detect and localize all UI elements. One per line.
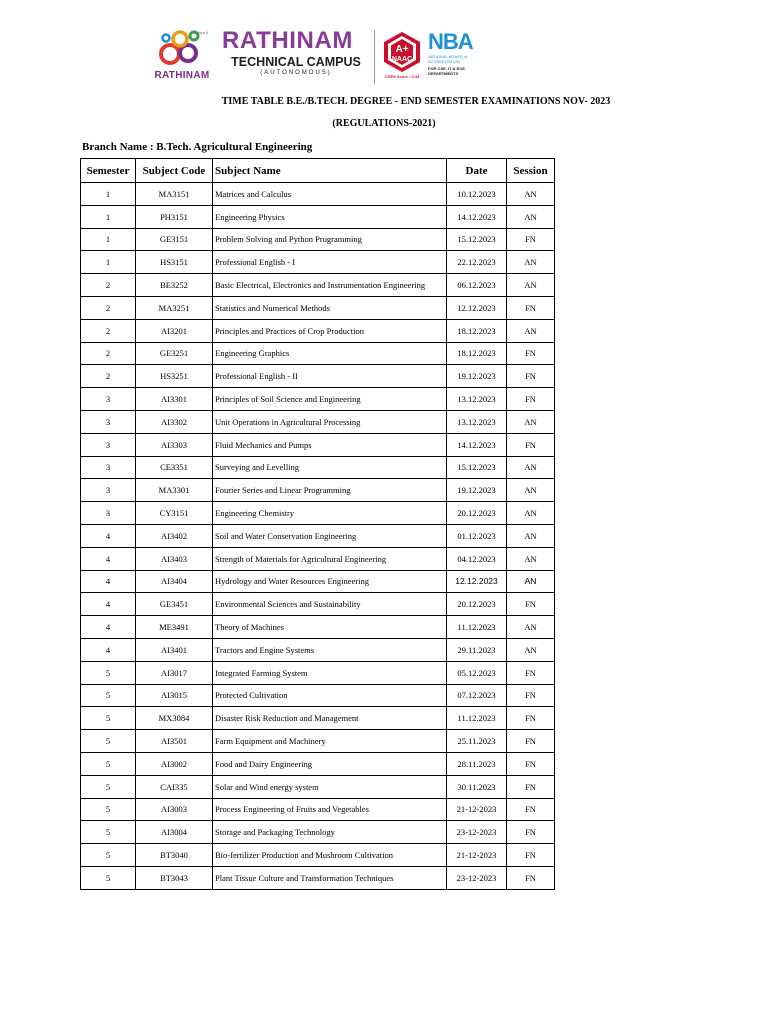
cell-semester: 3 (81, 388, 136, 411)
cell-semester: 3 (81, 502, 136, 525)
table-row (81, 866, 555, 889)
table-row (81, 502, 555, 525)
table-row (81, 524, 555, 547)
cell-session: FN (507, 388, 555, 411)
cell-subject-code: AI3301 (136, 388, 213, 411)
naac-badge (380, 30, 424, 88)
naac-seal-icon (380, 30, 424, 74)
cell-semester: 5 (81, 775, 136, 798)
cell-session: FN (507, 296, 555, 319)
cell-session: FN (507, 365, 555, 388)
cell-subject-name: Principles of Soil Science and Engineering (213, 388, 447, 411)
header-session: Session (507, 159, 555, 183)
cell-date: 21-12-2023 (447, 844, 507, 867)
naac-score: CGPA Score : 3.43 (384, 74, 420, 79)
table-row (81, 456, 555, 479)
cell-session: FN (507, 798, 555, 821)
cell-subject-name: Environmental Sciences and Sustainability (213, 593, 447, 616)
cell-session: FN (507, 775, 555, 798)
cell-session: AN (507, 479, 555, 502)
cell-session: AN (507, 616, 555, 639)
cell-session: FN (507, 730, 555, 753)
cell-subject-code: BT3043 (136, 866, 213, 889)
cell-subject-name: Problem Solving and Python Programming (213, 228, 447, 251)
cell-semester: 4 (81, 570, 136, 593)
table-row (81, 274, 555, 297)
cell-semester: 3 (81, 479, 136, 502)
cell-subject-name: Tractors and Engine Systems (213, 638, 447, 661)
cell-subject-name: Matrices and Calculus (213, 183, 447, 206)
cell-date: 01.12.2023 (447, 524, 507, 547)
cell-session: FN (507, 342, 555, 365)
cell-session: AN (507, 456, 555, 479)
cell-date: 10.12.2023 (447, 183, 507, 206)
table-row (81, 752, 555, 775)
cell-subject-code: PH3151 (136, 205, 213, 228)
cell-semester: 5 (81, 821, 136, 844)
naac-grade: A+ (395, 44, 409, 55)
cell-date: 28.11.2023 (447, 752, 507, 775)
cell-subject-name: Principles and Practices of Crop Production (213, 319, 447, 342)
cell-semester: 2 (81, 365, 136, 388)
header-subject-name: Subject Name (213, 159, 447, 183)
campus-name-block (222, 28, 370, 77)
cell-session: AN (507, 319, 555, 342)
cell-session: AN (507, 205, 555, 228)
cell-subject-name: Storage and Packaging Technology (213, 821, 447, 844)
cell-semester: 5 (81, 866, 136, 889)
cell-subject-code: MA3151 (136, 183, 213, 206)
nba-departments: FOR CSE, IT & ECE DEPARTMENTS (428, 66, 465, 76)
regulations-title: (REGULATIONS-2021) (332, 118, 436, 129)
cell-semester: 2 (81, 319, 136, 342)
cell-subject-name: Solar and Wind energy system (213, 775, 447, 798)
table-row (81, 661, 555, 684)
cell-date: 12.12.2023 (447, 296, 507, 319)
cell-subject-name: Professional English - I (213, 251, 447, 274)
cell-date: 15.12.2023 (447, 228, 507, 251)
cell-date: 21-12-2023 (447, 798, 507, 821)
cell-session: AN (507, 251, 555, 274)
cell-subject-code: CE3351 (136, 456, 213, 479)
cell-subject-code: GE3451 (136, 593, 213, 616)
cell-semester: 1 (81, 183, 136, 206)
cell-semester: 5 (81, 661, 136, 684)
campus-name: RATHINAM (222, 27, 353, 54)
cell-subject-code: CY3151 (136, 502, 213, 525)
table-row (81, 775, 555, 798)
table-row (81, 342, 555, 365)
cell-subject-code: MA3301 (136, 479, 213, 502)
cell-subject-name: Protected Cultivation (213, 684, 447, 707)
cell-semester: 5 (81, 844, 136, 867)
cell-date: 13.12.2023 (447, 388, 507, 411)
cell-session: FN (507, 866, 555, 889)
cell-subject-code: CAI335 (136, 775, 213, 798)
nba-badge (428, 30, 484, 88)
cell-subject-code: AI3501 (136, 730, 213, 753)
cell-subject-name: Unit Operations in Agricultural Processing (213, 410, 447, 433)
cell-subject-name: Professional English - II (213, 365, 447, 388)
table-row (81, 410, 555, 433)
cell-session: FN (507, 228, 555, 251)
table-row (81, 319, 555, 342)
cell-semester: 4 (81, 616, 136, 639)
cell-session: AN (507, 274, 555, 297)
cell-subject-name: Integrated Farming System (213, 661, 447, 684)
cell-subject-code: AI3403 (136, 547, 213, 570)
cell-session: FN (507, 433, 555, 456)
cell-subject-code: AI3015 (136, 684, 213, 707)
cell-subject-name: Surveying and Levelling (213, 456, 447, 479)
cell-subject-name: Bio-fertilizer Production and Mushroom Cultivation (213, 844, 447, 867)
cell-semester: 1 (81, 251, 136, 274)
cell-semester: 4 (81, 524, 136, 547)
cell-date: 29.11.2023 (447, 638, 507, 661)
cell-session: FN (507, 821, 555, 844)
cell-subject-name: Basic Electrical, Electronics and Instrumentation Engineering (213, 274, 447, 297)
table-row (81, 844, 555, 867)
table-row (81, 821, 555, 844)
cell-semester: 3 (81, 410, 136, 433)
cell-date: 11.12.2023 (447, 707, 507, 730)
cell-subject-code: AI3402 (136, 524, 213, 547)
cell-session: FN (507, 684, 555, 707)
cell-date: 12.12.2023 (447, 570, 507, 593)
cell-date: 25.11.2023 (447, 730, 507, 753)
cell-subject-code: AI3303 (136, 433, 213, 456)
header-divider (374, 30, 375, 84)
cell-semester: 2 (81, 274, 136, 297)
cell-date: 14.12.2023 (447, 205, 507, 228)
cell-semester: 2 (81, 296, 136, 319)
cell-subject-code: AI3401 (136, 638, 213, 661)
naac-label: NAAC (391, 56, 413, 63)
cell-session: FN (507, 707, 555, 730)
cell-semester: 5 (81, 684, 136, 707)
cell-semester: 4 (81, 547, 136, 570)
cell-subject-code: BE3252 (136, 274, 213, 297)
cell-subject-code: AI3201 (136, 319, 213, 342)
cell-semester: 5 (81, 798, 136, 821)
branch-name: Branch Name : B.Tech. Agricultural Engineering (82, 141, 313, 153)
cell-date: 23-12-2023 (447, 821, 507, 844)
header-date: Date (447, 159, 507, 183)
cell-date: 14.12.2023 (447, 433, 507, 456)
cell-semester: 1 (81, 205, 136, 228)
table-row (81, 365, 555, 388)
table-row (81, 251, 555, 274)
table-row (81, 616, 555, 639)
cell-date: 22.12.2023 (447, 251, 507, 274)
cell-date: 13.12.2023 (447, 410, 507, 433)
cell-date: 20.12.2023 (447, 593, 507, 616)
cell-date: 18.12.2023 (447, 342, 507, 365)
table-row (81, 638, 555, 661)
cell-subject-code: AI3302 (136, 410, 213, 433)
cell-subject-code: AI3004 (136, 821, 213, 844)
cell-date: 15.12.2023 (447, 456, 507, 479)
institution-header (150, 22, 490, 90)
table-row (81, 433, 555, 456)
cell-subject-code: AI3404 (136, 570, 213, 593)
cell-semester: 4 (81, 593, 136, 616)
cell-subject-code: BT3040 (136, 844, 213, 867)
cell-semester: 4 (81, 638, 136, 661)
timetable-title: TIME TABLE B.E./B.TECH. DEGREE - END SEMESTER EXAMINATIONS NOV- 2023 (221, 96, 611, 107)
table-header-row (81, 159, 555, 183)
cell-semester: 2 (81, 342, 136, 365)
cell-subject-code: HS3251 (136, 365, 213, 388)
cell-date: 06.12.2023 (447, 274, 507, 297)
cell-session: FN (507, 661, 555, 684)
cell-session: AN (507, 502, 555, 525)
cell-semester: 5 (81, 730, 136, 753)
cell-semester: 1 (81, 228, 136, 251)
cell-subject-name: Statistics and Numerical Methods (213, 296, 447, 319)
cell-session: AN (507, 570, 555, 593)
cell-date: 23-12-2023 (447, 866, 507, 889)
cell-session: FN (507, 752, 555, 775)
cell-subject-code: GE3151 (136, 228, 213, 251)
cell-subject-code: AI3002 (136, 752, 213, 775)
cell-subject-code: AI3003 (136, 798, 213, 821)
campus-autonomous: (AUTONOMOUS) (260, 70, 332, 76)
table-body (81, 183, 555, 890)
cell-session: AN (507, 547, 555, 570)
table-row (81, 388, 555, 411)
table-row (81, 547, 555, 570)
cell-session: AN (507, 638, 555, 661)
table-row (81, 798, 555, 821)
cell-date: 11.12.2023 (447, 616, 507, 639)
cell-semester: 3 (81, 433, 136, 456)
table-row (81, 570, 555, 593)
cell-subject-name: Farm Equipment and Machinery (213, 730, 447, 753)
cell-date: 30.11.2023 (447, 775, 507, 798)
table-row (81, 296, 555, 319)
cell-date: 20.12.2023 (447, 502, 507, 525)
cell-subject-name: Engineering Chemistry (213, 502, 447, 525)
cell-subject-code: GE3251 (136, 342, 213, 365)
cell-subject-name: Strength of Materials for Agricultural Engineering (213, 547, 447, 570)
header-semester: Semester (81, 159, 136, 183)
cell-date: 18.12.2023 (447, 319, 507, 342)
cell-date: 19.12.2023 (447, 479, 507, 502)
cell-semester: 3 (81, 456, 136, 479)
cell-subject-code: MA3251 (136, 296, 213, 319)
table-row (81, 730, 555, 753)
cell-semester: 5 (81, 752, 136, 775)
cell-semester: 5 (81, 707, 136, 730)
cell-subject-code: HS3151 (136, 251, 213, 274)
nba-title: NBA (428, 29, 473, 54)
cell-session: AN (507, 183, 555, 206)
cell-session: AN (507, 410, 555, 433)
table-row (81, 183, 555, 206)
cell-subject-code: MX3084 (136, 707, 213, 730)
cell-subject-name: Hydrology and Water Resources Engineering (213, 570, 447, 593)
cell-subject-name: Food and Dairy Engineering (213, 752, 447, 775)
cell-subject-name: Theory of Machines (213, 616, 447, 639)
exam-timetable (80, 158, 555, 890)
cell-date: 19.12.2023 (447, 365, 507, 388)
cell-session: FN (507, 593, 555, 616)
table-row (81, 707, 555, 730)
cell-date: 07.12.2023 (447, 684, 507, 707)
logo-text: RATHINAM (154, 70, 210, 81)
logo-tagline: Chitra 9 (194, 30, 209, 35)
cell-session: FN (507, 844, 555, 867)
rathinam-logo (150, 26, 214, 86)
cell-subject-name: Engineering Physics (213, 205, 447, 228)
cell-subject-name: Process Engineering of Fruits and Vegetables (213, 798, 447, 821)
cell-subject-name: Disaster Risk Reduction and Management (213, 707, 447, 730)
table-row (81, 228, 555, 251)
nba-subtitle: NATIONAL BOARD of ACCREDITATION (428, 54, 468, 64)
cell-subject-code: ME3491 (136, 616, 213, 639)
table-row (81, 593, 555, 616)
cell-date: 05.12.2023 (447, 661, 507, 684)
cell-subject-name: Soil and Water Conservation Engineering (213, 524, 447, 547)
cell-subject-name: Fourier Series and Linear Programming (213, 479, 447, 502)
table-row (81, 479, 555, 502)
cell-session: AN (507, 524, 555, 547)
campus-subtitle: TECHNICAL CAMPUS (231, 55, 361, 69)
cell-subject-code: AI3017 (136, 661, 213, 684)
cell-subject-name: Engineering Graphics (213, 342, 447, 365)
table-row (81, 205, 555, 228)
table-row (81, 684, 555, 707)
header-subject-code: Subject Code (136, 159, 213, 183)
cell-subject-name: Plant Tissue Culture and Transformation Techniques (213, 866, 447, 889)
cell-subject-name: Fluid Mechanics and Pumps (213, 433, 447, 456)
cell-date: 04.12.2023 (447, 547, 507, 570)
